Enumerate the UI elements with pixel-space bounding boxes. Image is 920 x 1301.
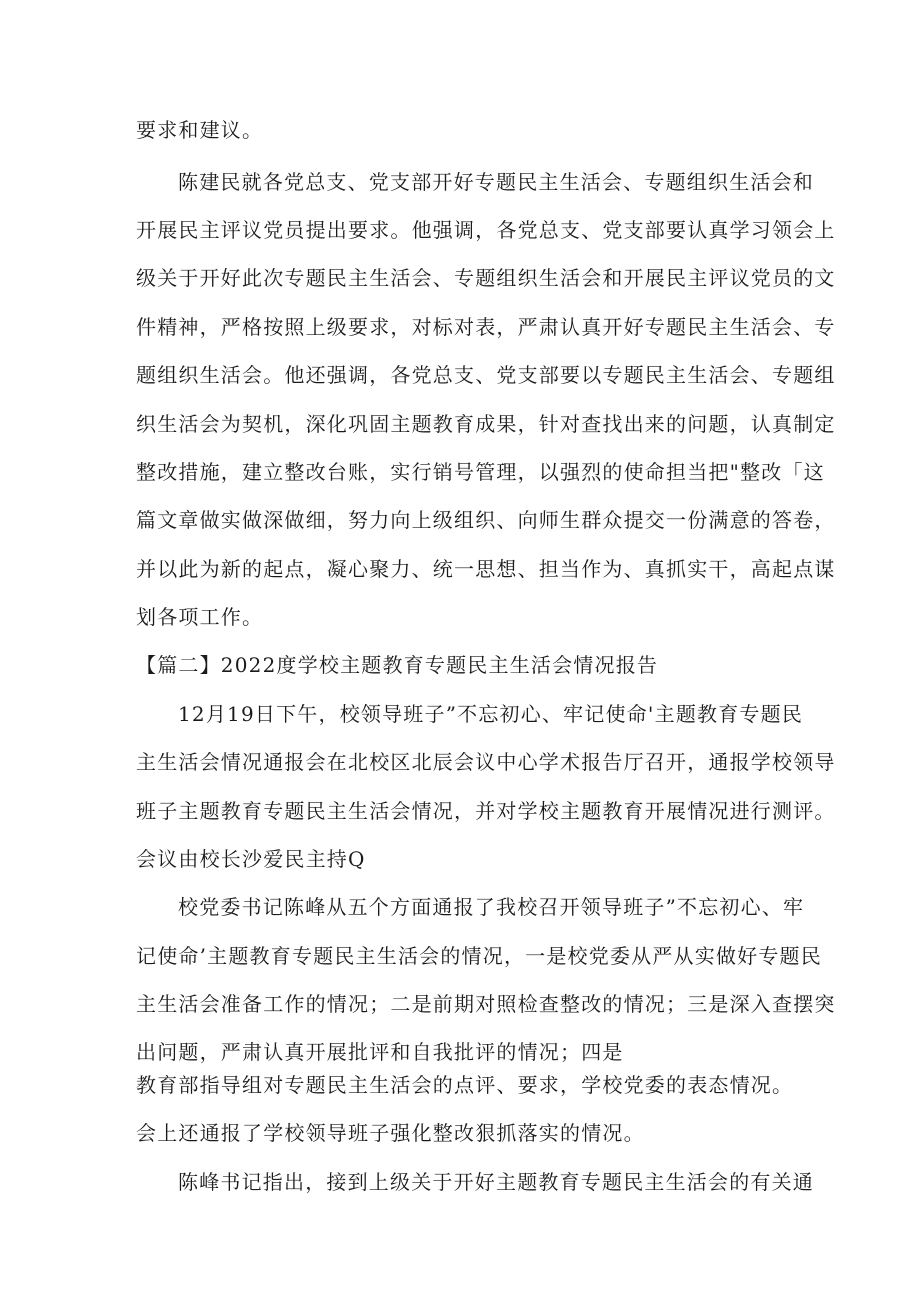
paragraph-start-line: 陈峰书记指出，接到上级关于开好主题教育专题民主生活会的有关通 (178, 1170, 814, 1194)
text-line: 划各项工作。 (136, 605, 264, 629)
text-line: 会上还通报了学校领导班子强化整改狠抓落实的情况。 (136, 1121, 645, 1145)
text-line: 出问题，严肃认真开展批评和自我批评的情况；四是 (136, 1040, 624, 1064)
text-line: 织生活会为契机，深化巩固主题教育成果，针对查找出来的问题，认真制定 (136, 412, 836, 436)
paragraph-start-line: 12月19日下午，校领导班子”不忘初心、牢记使命'主题教育专题民 (178, 702, 804, 726)
text-line: 开展民主评议党员提出要求。他强调，各党总支、党支部要认真学习领会上 (136, 218, 836, 242)
text-line: 要求和建议。 (136, 118, 264, 142)
text-line: 教育部指导组对专题民主生活会的点评、要求，学校党委的表态情况。 (136, 1073, 794, 1097)
text-line: 整改措施，建立整改台账，实行销号管理，以强烈的使命担当把"整改「这 (136, 460, 825, 484)
text-line: 主生活会准备工作的情况；二是前期对照检查整改的情况；三是深入查摆突 (136, 992, 836, 1016)
text-line: 会议由校长沙爱民主持Q (136, 847, 366, 871)
text-line: 班子主题教育专题民主生活会情况，并对学校主题教育开展情况进行测评。 (136, 799, 836, 823)
paragraph-start-line: 校党委书记陈峰从五个方面通报了我校召开领导班子”不忘初心、牢 (178, 895, 805, 919)
text-line: 件精神，严格按照上级要求，对标对表，严肃认真开好专题民主生活会、专 (136, 315, 836, 339)
section-heading: 【篇二】2022度学校主题教育专题民主生活会情况报告 (136, 653, 659, 677)
text-line: 级关于开好此次专题民主生活会、专题组织生活会和开展民主评议党员的文 (136, 266, 836, 290)
text-line: 篇文章做实做深做细，努力向上级组织、向师生群众提交一份满意的答卷， (136, 508, 836, 532)
text-line: 并以此为新的起点，凝心聚力、统一思想、担当作为、真抓实干，高起点谋 (136, 557, 836, 581)
text-line: 题组织生活会。他还强调，各党总支、党支部要以专题民主生活会、专题组 (136, 363, 836, 387)
text-line: 记使命’主题教育专题民主生活会的情况，一是校党委从严从实做好专题民 (136, 944, 822, 968)
paragraph-start-line: 陈建民就各党总支、党支部开好专题民主生活会、专题组织生活会和 (178, 170, 814, 194)
text-line: 主生活会情况通报会在北校区北辰会议中心学术报告厅召开，通报学校领导 (136, 750, 836, 774)
